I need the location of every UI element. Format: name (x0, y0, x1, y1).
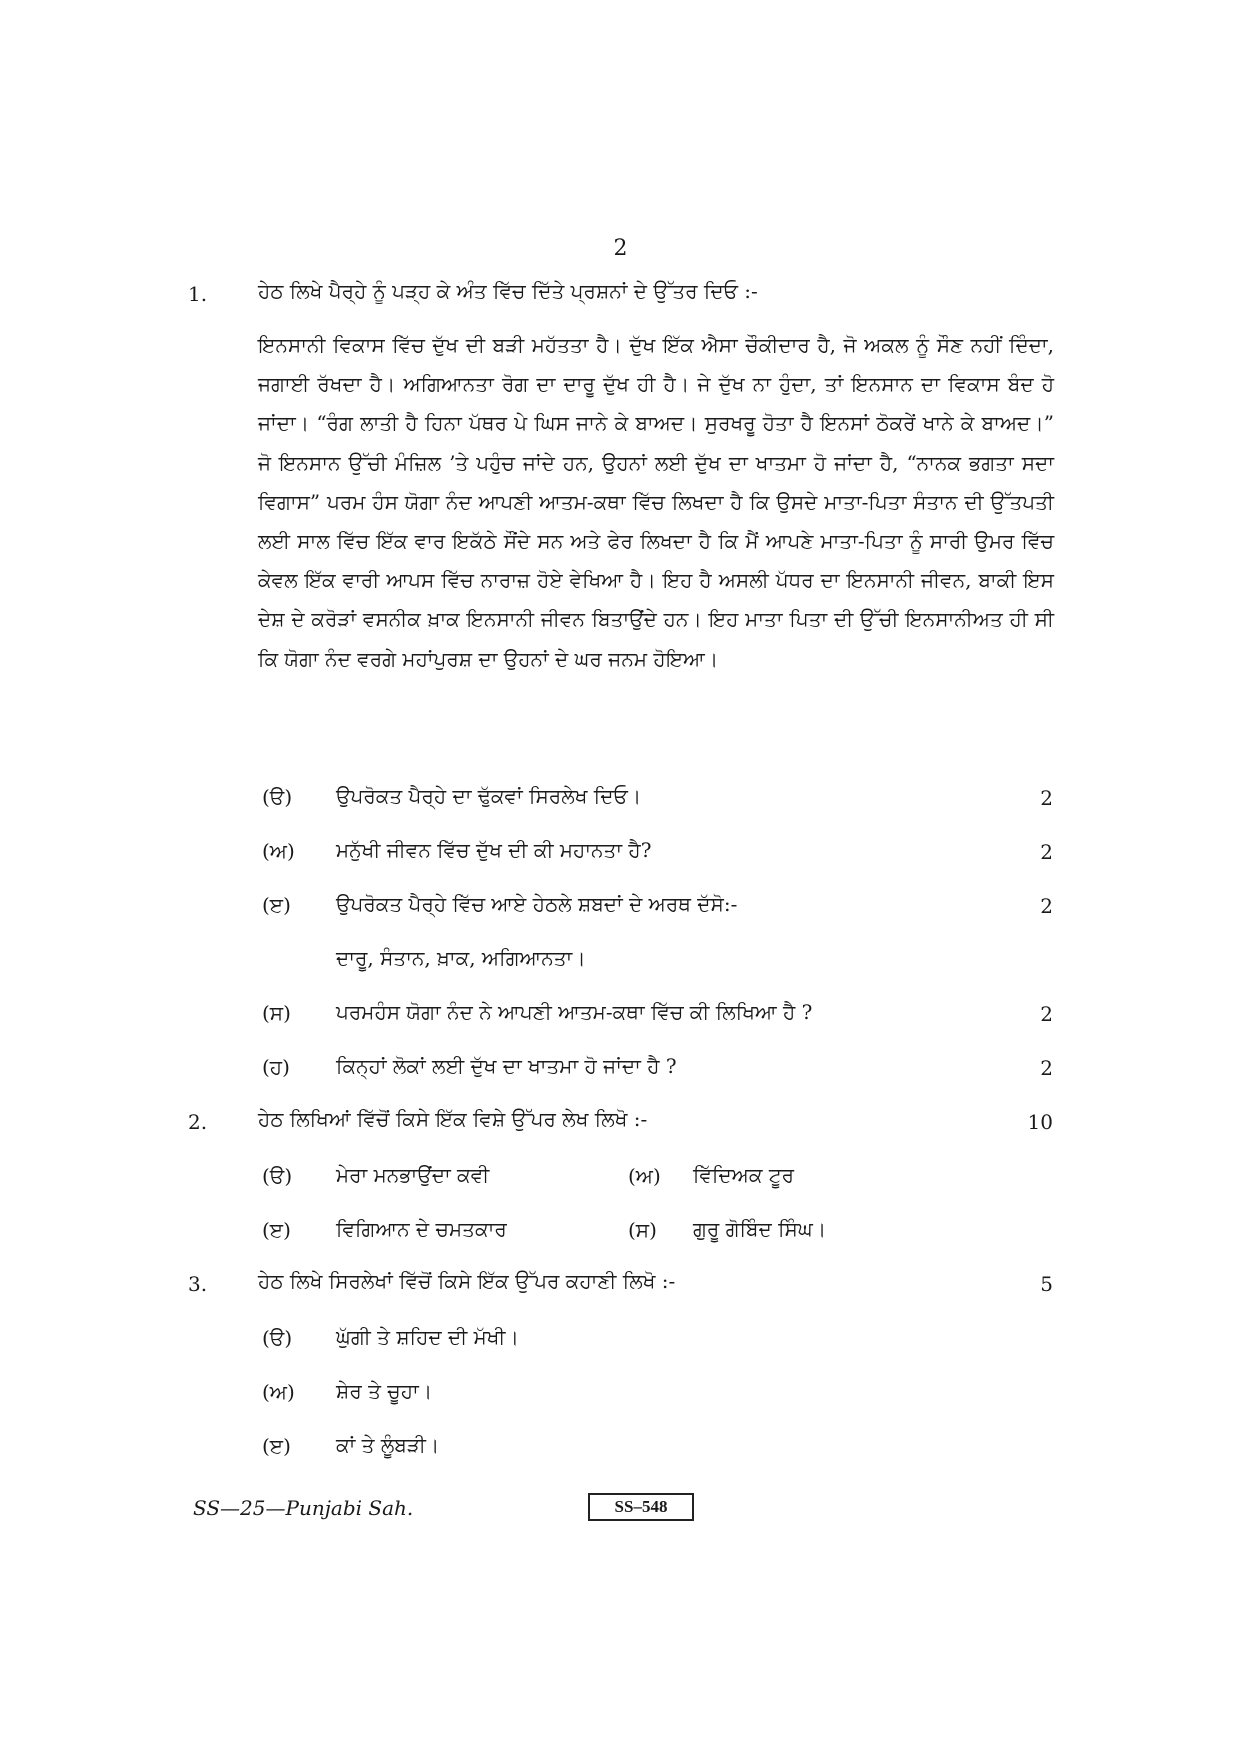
q1-sub-b-text: ਮਨੁੱਖੀ ਜੀਵਨ ਵਿੱਚ ਦੁੱਖ ਦੀ ਕੀ ਮਹਾਨਤਾ ਹੈ? (336, 838, 652, 862)
question-2-marks: 10 (1027, 1110, 1053, 1134)
question-3-instruction: ਹੇਠ ਲਿਖੇ ਸਿਰਲੇਖਾਂ ਵਿੱਚੋਂ ਕਿਸੇ ਇੱਕ ਉੱਪਰ ਕਹਾਣੀ ਲਿਖੋ :- (258, 1269, 676, 1293)
q1-sub-a-label: (ੳ) (262, 785, 293, 809)
q3-topic-a-text: ਘੁੱਗੀ ਤੇ ਸ਼ਹਿਦ ਦੀ ਮੱਖੀ। (336, 1325, 519, 1349)
q1-sub-e-text: ਕਿਨ੍ਹਾਂ ਲੋਕਾਂ ਲਈ ਦੁੱਖ ਦਾ ਖਾਤਮਾ ਹੋ ਜਾਂਦਾ ਹੈ ? (336, 1054, 677, 1078)
q2-topic-b-text: ਵਿੱਦਿਅਕ ਟੂਰ (693, 1163, 795, 1187)
q1-sub-a-text: ਉਪਰੋਕਤ ਪੈਰ੍ਹੇ ਦਾ ਢੁੱਕਵਾਂ ਸਿਰਲੇਖ ਦਿਓ। (336, 784, 642, 808)
q3-topic-c-text: ਕਾਂ ਤੇ ਲੂੰਬੜੀ। (336, 1433, 440, 1457)
footer-paper-code: SS—25—Punjabi Sah. (193, 1496, 414, 1520)
q3-topic-b-label: (ਅ) (262, 1380, 295, 1404)
q3-topic-a-label: (ੳ) (262, 1326, 293, 1350)
q3-topic-c-label: (ੲ) (262, 1434, 291, 1458)
q1-sub-c-words: ਦਾਰੂ, ਸੰਤਾਨ, ਖ਼ਾਕ, ਅਗਿਆਨਤਾ। (336, 946, 586, 970)
q3-topic-b-text: ਸ਼ੇਰ ਤੇ ਚੂਹਾ। (336, 1379, 433, 1403)
q2-topic-a-text: ਮੇਰਾ ਮਨਭਾਉਂਦਾ ਕਵੀ (336, 1163, 490, 1187)
q1-sub-c-label: (ੲ) (262, 893, 291, 917)
question-1-instruction: ਹੇਠ ਲਿਖੇ ਪੈਰ੍ਹੇ ਨੂੰ ਪੜ੍ਹ ਕੇ ਅੰਤ ਵਿੱਚ ਦਿੱਤੇ ਪ੍ਰਸ਼ਨਾਂ ਦੇ ਉੱਤਰ ਦਿਓ :- (258, 279, 758, 303)
q2-topic-c-label: (ੲ) (262, 1218, 291, 1242)
footer-booklet-code: SS–548 (588, 1493, 694, 1521)
q1-sub-d-text: ਪਰਮਹੰਸ ਯੋਗਾ ਨੰਦ ਨੇ ਆਪਣੀ ਆਤਮ-ਕਥਾ ਵਿੱਚ ਕੀ ਲਿਖਿਆ ਹੈ ? (336, 1000, 813, 1024)
q1-sub-b-marks: 2 (1040, 840, 1053, 864)
question-1-number: 1. (188, 282, 208, 306)
q2-topic-d-label: (ਸ) (628, 1218, 657, 1242)
q2-topic-a-label: (ੳ) (262, 1164, 293, 1188)
q1-sub-c-marks: 2 (1040, 894, 1053, 918)
q1-sub-d-label: (ਸ) (262, 1001, 291, 1025)
question-2-instruction: ਹੇਠ ਲਿਖਿਆਂ ਵਿੱਚੋਂ ਕਿਸੇ ਇੱਕ ਵਿਸ਼ੇ ਉੱਪਰ ਲੇਖ ਲਿਖੋ :- (258, 1107, 648, 1131)
question-1-passage: ਇਨਸਾਨੀ ਵਿਕਾਸ ਵਿੱਚ ਦੁੱਖ ਦੀ ਬੜੀ ਮਹੱਤਤਾ ਹੈ। ਦੁੱਖ ਇੱਕ ਐਸਾ ਚੌਕੀਦਾਰ ਹੈ, ਜੋ ਅਕਲ ਨੂੰ ਸੌਣ ਨਹੀਂ ਦਿੰਦਾ, ਜਗਾਈ ਰੱਖਦਾ ਹੈ। ਅਗਿਆਨਤਾ ਰੋਗ ਦਾ ਦਾਰੂ ਦੁੱਖ ਹੀ ਹੈ। ਜੇ ਦੁੱਖ ਨਾ ਹੁੰਦਾ, ਤਾਂ ਇਨਸਾਨ ਦਾ ਵਿਕਾਸ ਬੰਦ ਹੋ ਜਾਂਦਾ। “ਰੰਗ ਲਾਤੀ ਹੈ ਹਿਨਾ ਪੱਥਰ ਪੇ ਘਿਸ ਜਾਨੇ ਕੇ ਬਾਅਦ। ਸੁਰਖਰੂ ਹੋਤਾ ਹੈ ਇਨਸਾਂ ਠੋਕਰੇਂ ਖਾਨੇ ਕੇ ਬਾਅਦ।” ਜੋ ਇਨਸਾਨ ਉੱਚੀ ਮੰਜ਼ਿਲ ’ਤੇ ਪਹੁੰਚ ਜਾਂਦੇ ਹਨ, ਉਹਨਾਂ ਲਈ ਦੁੱਖ ਦਾ ਖਾਤਮਾ ਹੋ ਜਾਂਦਾ ਹੈ, “ਨਾਨਕ ਭਗਤਾ ਸਦਾ ਵਿਗਾਸ” ਪਰਮ ਹੰਸ ਯੋਗਾ ਨੰਦ ਆਪਣੀ ਆਤਮ-ਕਥਾ ਵਿੱਚ ਲਿਖਦਾ ਹੈ ਕਿ ਉਸਦੇ ਮਾਤਾ-ਪਿਤਾ ਸੰਤਾਨ ਦੀ ਉੱਤਪਤੀ ਲਈ ਸਾਲ ਵਿੱਚ ਇੱਕ ਵਾਰ ਇਕੱਠੇ ਸੌਂਦੇ ਸਨ ਅਤੇ ਫੇਰ ਲਿਖਦਾ ਹੈ ਕਿ ਮੈਂ ਆਪਣੇ ਮਾਤਾ-ਪਿਤਾ ਨੂੰ ਸਾਰੀ ਉਮਰ ਵਿੱਚ ਕੇਵਲ ਇੱਕ ਵਾਰੀ ਆਪਸ ਵਿੱਚ ਨਾਰਾਜ਼ ਹੋਏ ਵੇਖਿਆ ਹੈ। ਇਹ ਹੈ ਅਸਲੀ ਪੱਧਰ ਦਾ ਇਨਸਾਨੀ ਜੀਵਨ, ਬਾਕੀ ਇਸ ਦੇਸ਼ ਦੇ ਕਰੋੜਾਂ ਵਸਨੀਕ ਖ਼ਾਕ ਇਨਸਾਨੀ ਜੀਵਨ ਬਿਤਾਉਂਦੇ ਹਨ। ਇਹ ਮਾਤਾ ਪਿਤਾ ਦੀ ਉੱਚੀ ਇਨਸਾਨੀਅਤ ਹੀ ਸੀ ਕਿ ਯੋਗਾ ਨੰਦ ਵਰਗੇ ਮਹਾਂਪੁਰਸ਼ ਦਾ ਉਹਨਾਂ ਦੇ ਘਰ ਜਨਮ ਹੋਇਆ। (258, 333, 1054, 671)
question-3-marks: 5 (1040, 1272, 1053, 1296)
q1-sub-e-marks: 2 (1040, 1056, 1053, 1080)
page-number: 2 (613, 236, 628, 261)
question-3-number: 3. (188, 1272, 208, 1296)
q1-sub-a-marks: 2 (1040, 786, 1053, 810)
q1-sub-e-label: (ਹ) (262, 1055, 290, 1079)
q1-sub-c-text: ਉਪਰੋਕਤ ਪੈਰ੍ਹੇ ਵਿੱਚ ਆਏ ਹੇਠਲੇ ਸ਼ਬਦਾਂ ਦੇ ਅਰਥ ਦੱਸੋ:- (336, 892, 738, 916)
q1-sub-d-marks: 2 (1040, 1002, 1053, 1026)
q2-topic-c-text: ਵਿਗਿਆਨ ਦੇ ਚਮਤਕਾਰ (336, 1217, 507, 1241)
q2-topic-d-text: ਗੁਰੂ ਗੋਬਿੰਦ ਸਿੰਘ। (693, 1217, 827, 1241)
q2-topic-b-label: (ਅ) (628, 1164, 661, 1188)
q1-sub-b-label: (ਅ) (262, 839, 295, 863)
question-2-number: 2. (188, 1110, 208, 1134)
